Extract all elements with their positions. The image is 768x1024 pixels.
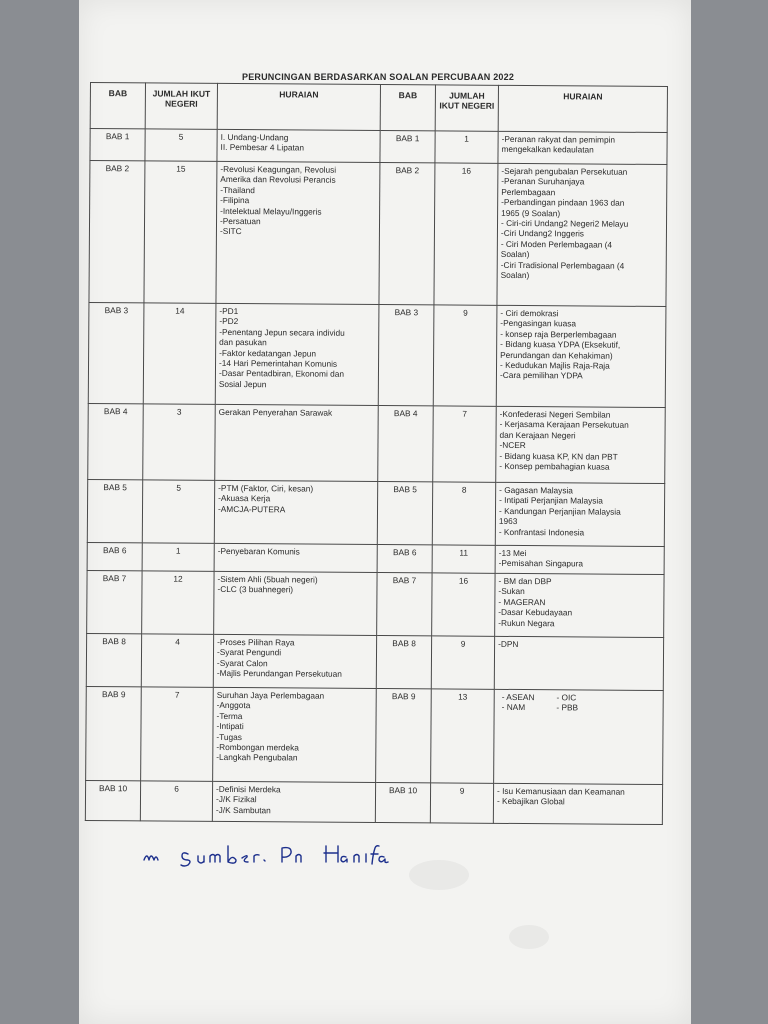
description-right-line: Soalan)	[500, 249, 530, 260]
table-row	[88, 302, 666, 407]
description-left-line: -J/K Sambutan	[215, 804, 271, 816]
table-row	[86, 633, 663, 690]
description-left-line: -Faktor kedatangan Jepun	[219, 347, 317, 359]
description-left-line: -Revolusi Keagungan, Revolusi	[220, 163, 337, 175]
count-right-cell: 9	[431, 636, 494, 689]
bab-right-cell: BAB 3	[378, 305, 434, 406]
description-left-line: -SITC	[219, 226, 242, 237]
description-right-cell	[495, 482, 664, 546]
description-right-line: - Gagasan Malaysia	[499, 484, 573, 496]
description-right-line: -Dasar Kebudayaan	[498, 607, 573, 618]
description-right-line: -Peranan Suruhanjaya	[501, 176, 585, 187]
description-right-column	[556, 692, 578, 713]
description-left-line: dan pasukan	[219, 337, 267, 348]
description-left-cell	[215, 404, 379, 481]
description-right-line: - BM dan DBP	[498, 575, 552, 587]
description-right-line: - Kedudukan Majlis Raja-Raja	[500, 359, 610, 371]
header-desc-right: HURAIAN	[498, 85, 667, 132]
description-right-cell	[494, 636, 663, 690]
description-left-line: -Anggota	[216, 700, 251, 711]
count-right-cell: 13	[431, 689, 495, 783]
bab-left-cell: BAB 3	[88, 302, 144, 403]
description-right-line: - Kandungan Perjanjian Malaysia	[498, 505, 621, 517]
bab-right-cell: BAB 8	[376, 636, 431, 689]
description-left-line: -AMCJA-PUTERA	[217, 503, 286, 515]
description-right-columns	[498, 692, 660, 714]
table-row	[90, 129, 667, 165]
description-right-line: -Peranan rakyat dan pemimpin	[501, 133, 616, 145]
count-right-cell: 1	[435, 131, 498, 163]
description-right-line: - OIC	[556, 692, 577, 703]
table-row	[89, 161, 667, 307]
bab-left-cell: BAB 10	[85, 780, 140, 820]
description-right-line: - NAM	[501, 702, 526, 713]
description-left-line: -Dasar Pentadbiran, Ekonomi dan	[218, 368, 344, 380]
count-left-cell: 6	[140, 781, 212, 822]
table-row	[86, 686, 664, 784]
description-right-line: -Sejarah pengubalan Persekutuan	[501, 165, 628, 177]
document-title: PERUNCINGAN BERDASARKAN SOALAN PERCUBAAN 2022	[242, 72, 515, 82]
description-right-line: - Kebajikan Global	[496, 796, 565, 807]
description-left-line: -Terma	[216, 710, 243, 721]
count-left-cell: 15	[144, 161, 217, 303]
description-right-column	[502, 692, 535, 713]
description-left-line: -PD2	[219, 316, 239, 327]
description-left-cell	[212, 781, 375, 822]
description-right-cell	[498, 131, 667, 164]
handwritten-signature	[140, 838, 440, 878]
count-right-cell: 16	[432, 573, 495, 636]
description-left-line: -PD1	[219, 305, 239, 317]
description-right-cell	[496, 406, 666, 483]
description-left-line: -Langkah Pengubalan	[216, 752, 298, 763]
description-right-line: Soalan)	[500, 269, 530, 281]
description-left-line: -Penentang Jepun secara individu	[219, 326, 345, 338]
bab-right-cell: BAB 10	[375, 783, 430, 823]
table-row	[87, 570, 664, 637]
summary-table	[85, 82, 668, 825]
description-left-line: -PTM (Faktor, Ciri, kesan)	[218, 482, 314, 494]
description-right-line: - Konfrantasi Indonesia	[498, 526, 585, 538]
description-left-line: -Intipati	[216, 721, 244, 732]
description-right-line: - Konsep pembahagian kuasa	[499, 460, 610, 472]
description-right-cell	[497, 163, 667, 306]
header-bab-left: BAB	[90, 83, 145, 129]
description-left-line: I. Undang-Undang	[220, 131, 289, 143]
description-right-cell	[494, 689, 664, 784]
description-right-line: mengekalkan kedaulatan	[501, 144, 594, 155]
header-count-right: JUMLAH IKUT NEGERI	[435, 85, 498, 131]
bab-right-cell: BAB 5	[377, 482, 432, 545]
description-left-line: Suruhan Jaya Perlembagaan	[216, 689, 325, 701]
description-left-line: -Thailand	[220, 184, 255, 195]
header-bab-right: BAB	[380, 85, 435, 131]
bab-left-cell: BAB 9	[86, 686, 142, 780]
description-right-cell	[493, 783, 662, 824]
count-right-cell: 8	[432, 482, 495, 545]
count-left-cell: 7	[141, 687, 214, 782]
description-right-line: -NCER	[499, 440, 526, 451]
description-left-line: Sosial Jepun	[218, 378, 267, 390]
description-left-line: Amerika dan Revolusi Perancis	[220, 174, 336, 186]
description-left-cell	[213, 634, 376, 688]
description-left-line: -Persatuan	[219, 215, 261, 227]
description-right-line: - Isu Kemanusiaan dan Keamanan	[497, 785, 625, 797]
bab-left-cell: BAB 5	[87, 479, 142, 542]
description-right-line: - Ciri Moden Perlembagaan (4	[500, 238, 613, 250]
description-right-line: 1963	[498, 516, 518, 527]
table-row	[88, 403, 666, 483]
bab-right-cell: BAB 1	[380, 131, 435, 163]
description-right-line: -Ciri Undang2 Inggeris	[500, 228, 585, 239]
table-row	[87, 542, 664, 574]
bab-right-cell: BAB 2	[379, 163, 435, 305]
description-right-line: -Pemisahan Singapura	[498, 558, 584, 569]
count-left-cell: 14	[143, 303, 216, 405]
description-right-line: - PBB	[556, 702, 579, 713]
description-right-cell	[495, 573, 664, 637]
description-left-line: -Intelektual Melayu/Inggeris	[220, 205, 322, 217]
description-right-line: -Ciri Tradisional Perlembagaan (4	[500, 259, 625, 271]
bab-left-cell: BAB 4	[88, 403, 144, 479]
description-left-line: -CLC (3 buahnegeri)	[217, 584, 294, 595]
bab-left-cell: BAB 6	[87, 542, 142, 570]
description-left-line: -Tugas	[216, 731, 242, 742]
bab-left-cell: BAB 1	[90, 129, 145, 161]
description-right-cell	[496, 305, 666, 407]
header-count-left: JUMLAH IKUT NEGERI	[145, 83, 217, 130]
bab-left-cell: BAB 2	[89, 161, 145, 303]
description-right-line: dan Kerajaan Negeri	[499, 429, 576, 441]
description-left-cell	[214, 543, 377, 572]
description-right-line: -Konfederasi Negeri Sembilan	[499, 408, 611, 420]
description-right-line: 1965 (9 Soalan)	[501, 207, 561, 218]
description-left-line: -Syarat Calon	[216, 657, 268, 669]
table-row	[87, 479, 664, 546]
description-left-line: -Definisi Merdeka	[216, 783, 281, 795]
description-left-line: -Sistem Ahli (5buah negeri)	[217, 573, 318, 585]
description-right-line: - MAGERAN	[498, 596, 546, 608]
description-right-line: Perundangan dan Kehakiman)	[500, 349, 613, 361]
description-left-line: -J/K Fizikal	[215, 794, 257, 805]
description-left-cell	[215, 303, 379, 405]
description-left-line: -14 Hari Pemerintahan Komunis	[219, 357, 338, 369]
count-right-cell: 11	[432, 545, 495, 573]
bab-left-cell: BAB 7	[87, 570, 142, 633]
header-row	[90, 83, 667, 133]
description-left-line: -Proses Pilihan Raya	[217, 636, 295, 648]
count-right-cell: 9	[430, 783, 493, 823]
description-right-cell	[495, 545, 664, 574]
description-right-line: - Ciri-ciri Undang2 Negeri2 Melayu	[500, 217, 629, 229]
description-right-line: - konsep raja Berperlembagaan	[500, 328, 617, 340]
table-row	[85, 780, 662, 824]
description-right-line: - Bidang kuasa KP, KN dan PBT	[499, 450, 618, 462]
count-right-cell: 9	[433, 305, 497, 406]
count-left-cell: 4	[141, 634, 213, 688]
description-left-line: -Rombongan merdeka	[216, 741, 299, 753]
description-right-line: -DPN	[498, 638, 519, 650]
description-left-line: II. Pembesar 4 Lipatan	[220, 142, 305, 153]
description-left-cell	[216, 161, 380, 304]
header-desc-left: HURAIAN	[217, 83, 380, 130]
description-left-line: -Filipina	[220, 195, 250, 206]
count-left-cell: 3	[143, 404, 216, 481]
description-right-line: - ASEAN	[501, 691, 535, 703]
count-left-cell: 1	[142, 543, 214, 572]
count-left-cell: 5	[142, 480, 214, 544]
bab-left-cell: BAB 8	[86, 633, 141, 686]
description-right-line: -Cara pemilihan YDPA	[499, 370, 583, 381]
bab-right-cell: BAB 6	[377, 545, 432, 573]
description-left-cell	[213, 687, 377, 782]
description-left-cell	[217, 129, 380, 162]
description-left-cell	[214, 571, 377, 635]
description-right-line: - Kerjasama Kerajaan Persekutuan	[499, 419, 629, 431]
description-right-line: Perlembagaan	[501, 186, 556, 198]
description-left-line: -Akuasa Kerja	[218, 493, 271, 504]
description-left-line: -Penyebaran Komunis	[217, 545, 300, 557]
description-right-line: - Bidang kuasa YDPA (Eksekutif,	[500, 339, 621, 350]
bab-right-cell: BAB 4	[378, 406, 434, 482]
count-right-cell: 7	[433, 406, 497, 482]
count-right-cell: 16	[434, 163, 498, 305]
description-left-cell	[214, 480, 377, 544]
description-right-line: - Ciri demokrasi	[500, 307, 559, 319]
description-right-line: -Sukan	[498, 586, 525, 597]
description-right-line: -13 Mei	[498, 547, 527, 559]
description-left-line: -Majlis Perundangan Persekutuan	[216, 668, 342, 679]
description-right-line: -Rukun Negara	[498, 617, 555, 628]
description-right-line: -Perbandingan pindaan 1963 dan	[501, 197, 625, 208]
bab-right-cell: BAB 7	[377, 573, 432, 636]
count-left-cell: 12	[142, 571, 214, 635]
description-left-line: Gerakan Penyerahan Sarawak	[218, 406, 333, 418]
description-right-line: -Pengasingan kuasa	[500, 318, 577, 329]
bab-right-cell: BAB 9	[376, 689, 432, 783]
description-left-line: -Syarat Pengundi	[216, 647, 282, 658]
description-right-line: - Intipati Perjanjian Malaysia	[499, 495, 603, 506]
count-left-cell: 5	[145, 129, 217, 162]
